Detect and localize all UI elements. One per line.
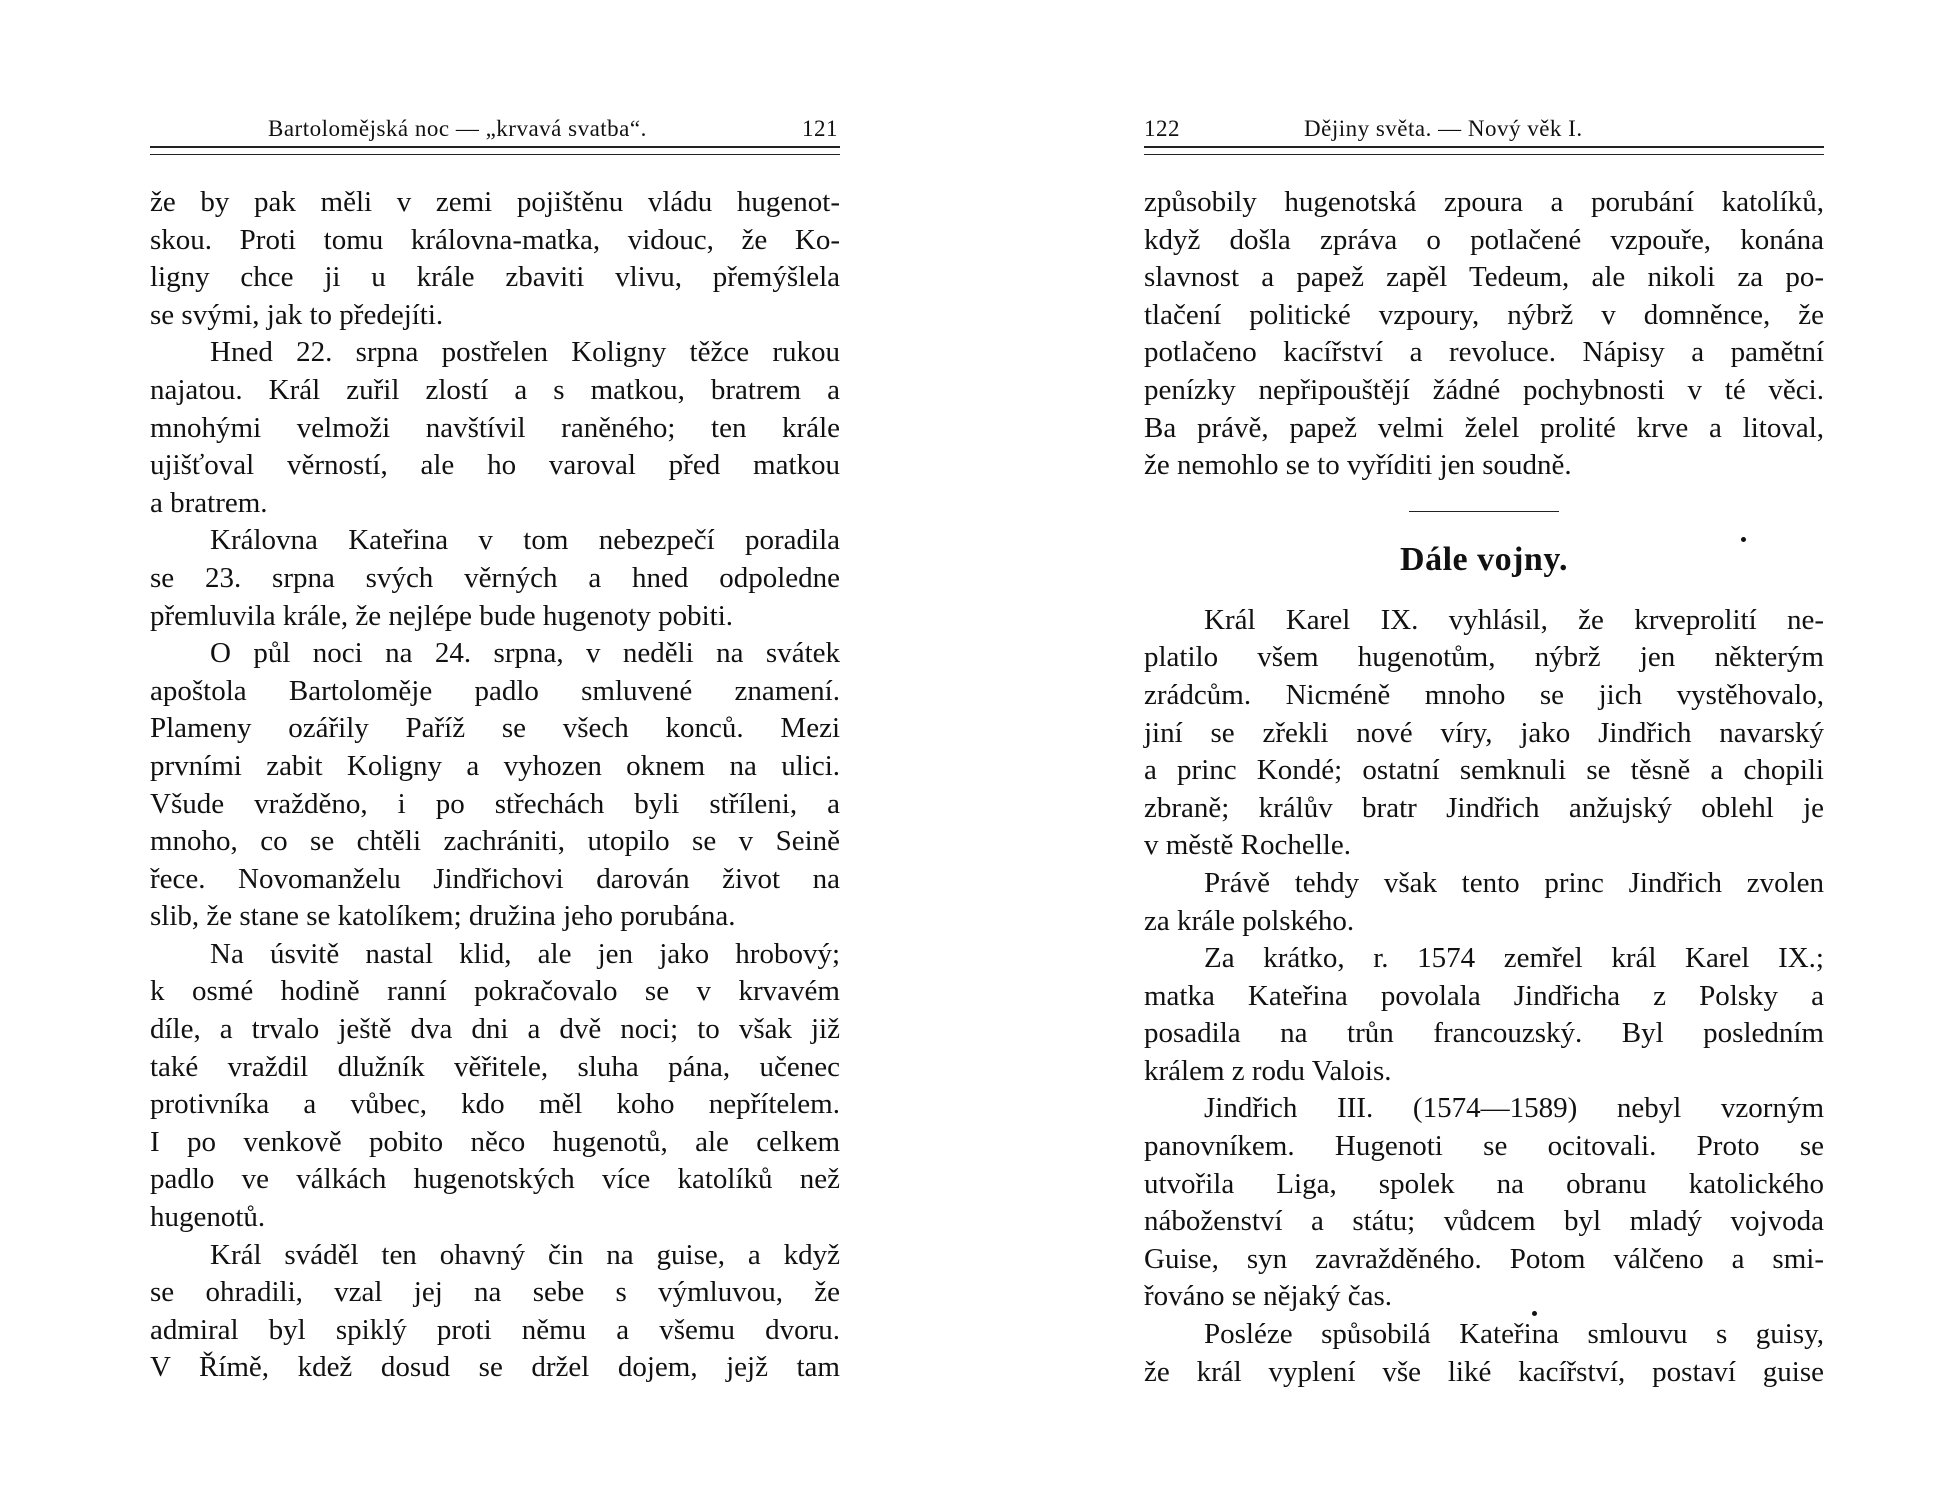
text-line: matka Kateřina povolala Jindřicha z Polsky a — [1144, 979, 1824, 1012]
text-line: se 23. srpna svých věrných a hned odpoledne — [150, 561, 840, 594]
text-line: přemluvila krále, že nejlépe bude hugenoty pobiti. — [150, 599, 734, 632]
text-line: jiní se zřekli nové víry, jako Jindřich navarský — [1144, 716, 1824, 749]
left-header-rule — [150, 146, 840, 155]
text-line: Královna Kateřina v tom nebezpečí poradila — [210, 524, 840, 557]
right-running-title: Dějiny světa. — Nový věk I. — [1304, 116, 1583, 141]
text-line: penízky nepřipouštějí žádné pochybnosti v té věci. — [1144, 373, 1824, 406]
text-line: a princ Kondé; ostatní semknuli se těsně a chopili — [1144, 754, 1824, 787]
text-line: ujišťoval věrností, ale ho varoval před matkou — [150, 449, 840, 482]
text-line: mnoho, co se chtěli zachrániti, utopilo se v Seině — [150, 825, 840, 858]
text-line: řece. Novomanželu Jindřichovi darován život na — [150, 862, 840, 895]
text-line: se svými, jak to předejíti. — [150, 298, 444, 331]
text-line: tlačení politické vzpoury, nýbrž v domněnce, že — [1144, 298, 1824, 331]
left-page-number: 121 — [802, 116, 838, 141]
text-line: V Římě, kdež dosud se držel dojem, jejž tam — [150, 1351, 840, 1384]
text-line: Jindřich III. (1574—1589) nebyl vzorným — [1204, 1092, 1824, 1125]
text-line: a bratrem. — [150, 486, 268, 519]
text-line: mnohými velmoži navštívil raněného; ten krále — [150, 411, 840, 444]
text-line: když došla zpráva o potlačené vzpouře, konána — [1144, 223, 1824, 256]
text-line: ligny chce ji u krále zbaviti vlivu, přemýšlela — [150, 261, 840, 294]
text-line: se ohradili, vzal jej na sebe s výmluvou, že — [150, 1276, 840, 1309]
text-line: Král Karel IX. vyhlásil, že krveprolití ne- — [1204, 603, 1824, 636]
text-line: protivníka a vůbec, kdo měl koho nepřítelem. — [150, 1088, 840, 1121]
right-body-text — [1144, 184, 1824, 1391]
right-page-number: 122 — [1144, 116, 1180, 141]
text-line: Právě tehdy však tento princ Jindřich zvolen — [1204, 866, 1824, 899]
text-line: panovníkem. Hugenoti se ocitovali. Proto se — [1144, 1130, 1824, 1163]
text-line: prvními zabit Koligny a vyhozen oknem na ulici. — [150, 749, 840, 782]
text-line: díle, a trvalo ještě dva dni a dvě noci; to však již — [150, 1013, 840, 1046]
text-line: skou. Proti tomu královna-matka, vidouc, že Ko- — [150, 223, 840, 256]
text-line: slib, že stane se katolíkem; družina jeho porubána. — [150, 900, 736, 933]
left-body-text — [150, 184, 840, 1387]
text-line: že král vyplení vše liké kacířství, postaví guise — [1144, 1355, 1824, 1388]
text-line: Všude vražděno, i po střechách byli stříleni, a — [150, 787, 840, 820]
text-line: O půl noci na 24. srpna, v neděli na svátek — [210, 637, 840, 670]
right-header-rule — [1144, 146, 1824, 155]
text-line: Guise, syn zavražděného. Potom válčeno a smi- — [1144, 1242, 1824, 1275]
section-heading: Dále vojny. — [1400, 540, 1568, 578]
ink-speck — [1741, 537, 1746, 542]
text-line: k osmé hodině ranní pokračovalo se v krvavém — [150, 975, 840, 1008]
text-line: admiral byl spiklý proti němu a všemu dvoru. — [150, 1313, 840, 1346]
text-line: potlačeno kacířství a revoluce. Nápisy a pamětní — [1144, 336, 1824, 369]
text-line: Na úsvitě nastal klid, ale jen jako hrobový; — [210, 937, 840, 970]
text-line: za krále polského. — [1144, 904, 1355, 937]
text-line: řováno se nějaký čas. — [1144, 1280, 1393, 1313]
text-line: hugenotů. — [150, 1201, 266, 1234]
text-line: platilo všem hugenotům, nýbrž jen některým — [1144, 641, 1824, 674]
text-line: I po venkově pobito něco hugenotů, ale celkem — [150, 1125, 840, 1158]
text-line: že by pak měli v zemi pojištěnu vládu hugenot- — [150, 186, 840, 218]
text-line: utvořila Liga, spolek na obranu katolického — [1144, 1167, 1824, 1200]
text-line: Posléze spůsobilá Kateřina smlouvu s guisy, — [1204, 1318, 1824, 1351]
text-line: že nemohlo se to vyříditi jen soudně. — [1144, 449, 1572, 482]
text-line: náboženství a státu; vůdcem byl mladý vojvoda — [1144, 1205, 1824, 1238]
section-divider — [1409, 511, 1559, 512]
text-line: také vraždil dlužník věřitele, sluha pána, učenec — [150, 1050, 840, 1083]
ink-speck — [1532, 1311, 1537, 1316]
text-line: Král sváděl ten ohavný čin na guise, a když — [210, 1238, 840, 1271]
text-line: padlo ve válkách hugenotských více katolíků než — [150, 1163, 840, 1196]
text-line: způsobily hugenotská zpoura a porubání katolíků, — [1144, 186, 1824, 218]
left-running-head — [150, 112, 840, 146]
text-line: Za krátko, r. 1574 zemřel král Karel IX.; — [1204, 942, 1824, 975]
left-running-title: Bartolomějská noc — „krvavá svatba“. — [268, 116, 647, 141]
text-line: Hned 22. srpna postřelen Koligny těžce rukou — [210, 336, 840, 369]
text-line: Ba právě, papež velmi želel prolité krve a litoval, — [1144, 411, 1824, 444]
left-page — [150, 0, 840, 1500]
text-line: posadila na trůn francouzský. Byl posledním — [1144, 1017, 1824, 1050]
text-line: v městě Rochelle. — [1144, 829, 1351, 862]
text-line: Plameny ozářily Paříž se všech konců. Mezi — [150, 712, 840, 745]
right-running-head — [1144, 112, 1824, 146]
right-page — [1144, 0, 1824, 1500]
text-line: najatou. Král zuřil zlostí a s matkou, bratrem a — [150, 373, 840, 406]
text-line: zbraně; králův bratr Jindřich anžujský oblehl je — [1144, 791, 1824, 824]
text-line: apoštola Bartoloměje padlo smluvené znamení. — [150, 674, 840, 707]
text-line: zrádcům. Nicméně mnoho se jich vystěhovalo, — [1144, 678, 1824, 711]
text-line: slavnost a papež zapěl Tedeum, ale nikoli za po- — [1144, 261, 1824, 294]
text-line: králem z rodu Valois. — [1144, 1054, 1392, 1087]
